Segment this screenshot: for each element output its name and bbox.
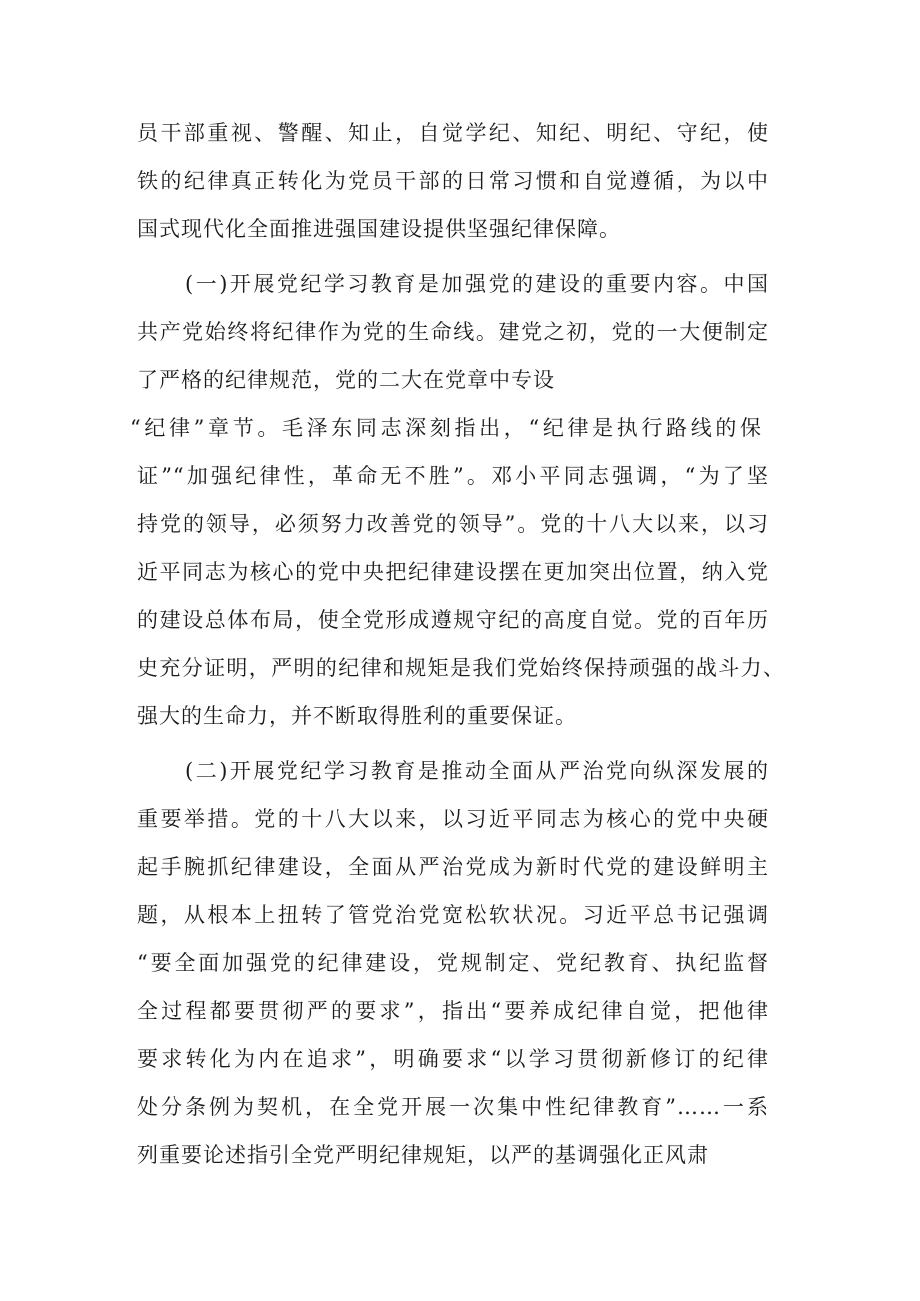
text-line: (二)开展党纪学习教育是推动全面从严治党向纵深发展的: [185, 759, 769, 783]
text-line: 列重要论述指引全党严明纪律规矩，以严的基调强化正风肃: [137, 1143, 709, 1167]
text-line: (一)开展党纪学习教育是加强党的建设的重要内容。中国: [185, 272, 769, 296]
text-line: 持党的领导，必须努力改善党的领导”。党的十八大以来，以习: [137, 512, 769, 536]
text-line: 重要举措。党的十八大以来，以习近平同志为核心的党中央硬: [137, 807, 769, 831]
text-line: “要全面加强党的纪律建设，党规制定、党纪教育、执纪监督: [137, 951, 769, 975]
text-line: 证”“加强纪律性，革命无不胜”。邓小平同志强调，“为了坚: [137, 464, 769, 488]
text-line: 共产党始终将纪律作为党的生命线。建党之初，党的一大便制定: [137, 320, 769, 344]
text-line: 全过程都要贯彻严的要求”，指出“要养成纪律自觉，把他律: [137, 999, 769, 1023]
text-line: 题，从根本上扭转了管党治党宽松软状况。习近平总书记强调: [137, 903, 769, 927]
text-line: 强大的生命力，并不断取得胜利的重要保证。: [137, 704, 577, 728]
text-line: 史充分证明，严明的纪律和规矩是我们党始终保持顽强的战斗力、: [137, 656, 785, 680]
text-line: 近平同志为核心的党中央把纪律建设摆在更加突出位置，纳入党: [137, 560, 769, 584]
text-line: 国式现代化全面推进强国建设提供坚强纪律保障。: [137, 217, 621, 241]
text-line: 铁的纪律真正转化为党员干部的日常习惯和自觉遵循，为以中: [137, 169, 769, 193]
text-line: 要求转化为内在追求”，明确要求“以学习贯彻新修订的纪律: [137, 1047, 769, 1071]
text-line: 起手腕抓纪律建设，全面从严治党成为新时代党的建设鲜明主: [137, 855, 769, 879]
text-line: 处分条例为契机，在全党开展一次集中性纪律教育”……一系: [137, 1095, 769, 1119]
text-line: “纪律”章节。毛泽东同志深刻指出，“纪律是执行路线的保: [130, 416, 762, 440]
text-line: 了严格的纪律规范，党的二大在党章中专设: [137, 368, 555, 392]
text-line: 的建设总体布局，使全党形成遵规守纪的高度自觉。党的百年历: [137, 608, 769, 632]
text-line: 员干部重视、警醒、知止，自觉学纪、知纪、明纪、守纪，使: [137, 121, 769, 145]
